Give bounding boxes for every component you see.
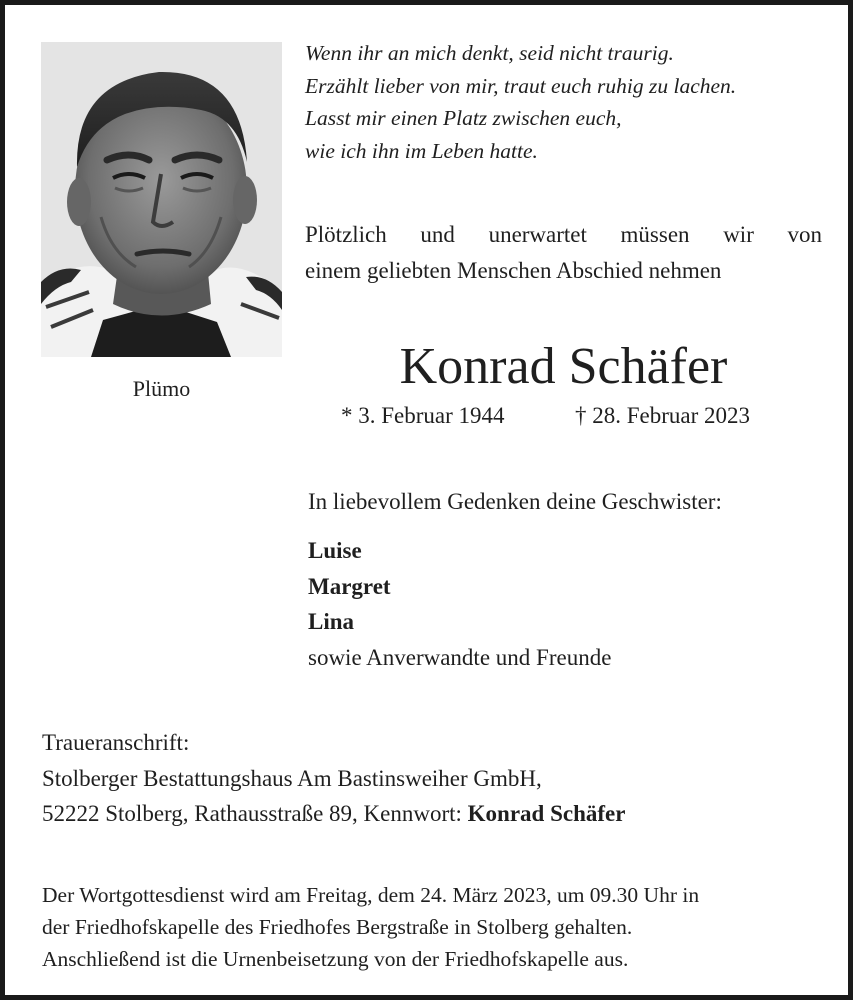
intro-text <box>305 217 822 289</box>
mourner-name: Luise <box>308 538 362 563</box>
address-heading: Traueranschrift: <box>42 730 190 755</box>
nickname: Plümo <box>132 376 191 401</box>
birth-date: * 3. Februar 1944 <box>341 403 505 428</box>
intro-line-1: Plötzlich und unerwartet müssen wir von <box>305 222 822 247</box>
portrait-image <box>41 42 282 357</box>
poem <box>305 37 736 167</box>
address-keyword: Konrad Schäfer <box>467 801 626 826</box>
service-info <box>42 879 699 975</box>
portrait-photo <box>41 42 282 357</box>
death-date: † 28. Februar 2023 <box>575 403 751 428</box>
intro-line-2: einem geliebten Menschen Abschied nehmen <box>305 258 722 283</box>
poem-line: Lasst mir einen Platz zwischen euch, <box>305 106 622 130</box>
address-line: Stolberger Bestattungshaus Am Bastinsweiher GmbH, <box>42 765 542 791</box>
poem-line: wie ich ihn im Leben hatte. <box>305 138 538 163</box>
poem-line: Wenn ihr an mich denkt, seid nicht traurig. <box>305 41 674 65</box>
mourner-name: Margret <box>308 573 391 599</box>
mourners-intro: In liebevollem Gedenken deine Geschwister: <box>308 489 722 514</box>
service-line: Anschließend ist die Urnenbeisetzung von der Friedhofskapelle aus. <box>42 947 629 971</box>
mourner-name: Lina <box>308 609 355 634</box>
address-street: 52222 Stolberg, Rathausstraße 89, Kennwort: <box>42 801 468 826</box>
poem-line: Erzählt lieber von mir, traut euch ruhig zu lachen. <box>305 73 737 98</box>
life-dates <box>341 403 751 429</box>
mourners-list <box>308 533 611 675</box>
mourners-closing: sowie Anverwandte und Freunde <box>308 644 612 670</box>
deceased-name: Konrad Schäfer <box>399 338 728 395</box>
service-line: der Friedhofskapelle des Friedhofes Bergstraße in Stolberg gehalten. <box>42 915 633 939</box>
address-line <box>42 796 625 832</box>
mourning-address <box>42 725 625 832</box>
service-line: Der Wortgottesdienst wird am Freitag, dem 24. März 2023, um 09.30 Uhr in <box>42 883 700 907</box>
